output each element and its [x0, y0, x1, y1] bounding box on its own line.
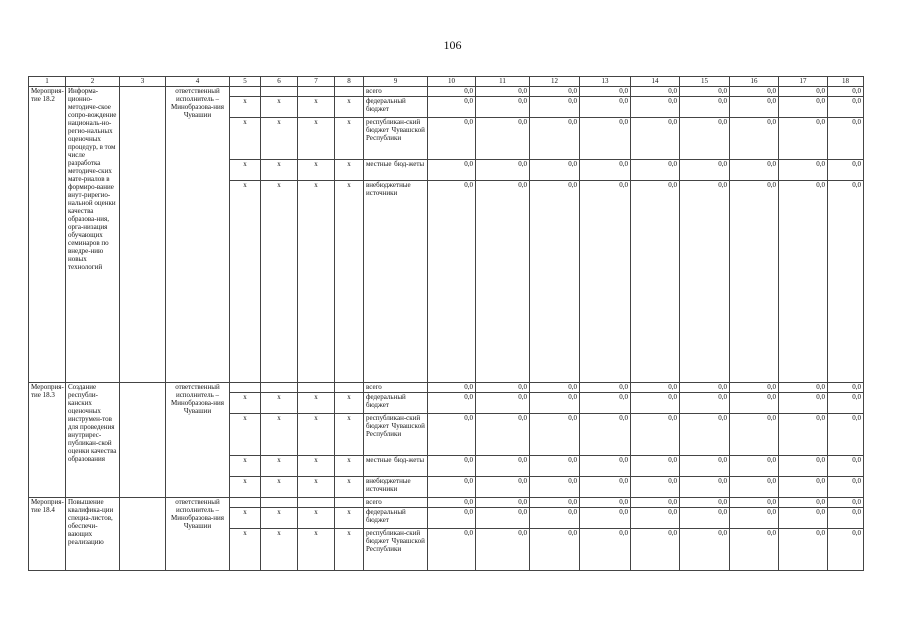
code-cell: x	[298, 118, 335, 160]
amount-cell: 0,0	[730, 118, 779, 160]
funding-source: внебюджетные источники	[364, 181, 428, 383]
amount-cell: 0,0	[580, 414, 631, 456]
amount-cell: 0,0	[631, 477, 680, 498]
code-cell: x	[261, 393, 298, 414]
amount-cell: 0,0	[730, 87, 779, 97]
measure-name: Создание республи-канских оценочных инструмен-тов для проведения внутрирес-публикан-ской оценки качества образования	[66, 383, 120, 498]
code-cell	[261, 87, 298, 97]
code-cell: x	[298, 181, 335, 383]
code-cell: x	[335, 456, 364, 477]
funding-source: федеральный бюджет	[364, 97, 428, 118]
col-header: 17	[779, 77, 828, 87]
code-cell: x	[261, 414, 298, 456]
amount-cell: 0,0	[580, 160, 631, 181]
empty-cell	[120, 383, 166, 498]
amount-cell: 0,0	[580, 118, 631, 160]
amount-cell: 0,0	[428, 456, 476, 477]
amount-cell: 0,0	[680, 87, 730, 97]
amount-cell: 0,0	[428, 477, 476, 498]
amount-cell: 0,0	[428, 383, 476, 393]
code-cell	[298, 87, 335, 97]
funding-source: местные бюд-жеты	[364, 456, 428, 477]
measure-name: Информа-ционно-методиче-ское сопро-вождение националь-но-регио-нальных оценочных процедур, в том числе разработка методиче-ских мате-риалов в формиро-вание внут-рирегио-нальной оценки качества образова-ния, орга-низация обучающих семинаров по внедре-нию новых технологий	[66, 87, 120, 383]
amount-cell: 0,0	[828, 529, 864, 571]
col-header: 8	[335, 77, 364, 87]
funding-source: федеральный бюджет	[364, 393, 428, 414]
amount-cell: 0,0	[680, 498, 730, 508]
funding-source: республикан-ский бюджет Чувашской Республики	[364, 414, 428, 456]
amount-cell: 0,0	[828, 414, 864, 456]
col-header: 4	[166, 77, 230, 87]
code-cell	[261, 383, 298, 393]
amount-cell: 0,0	[428, 97, 476, 118]
amount-cell: 0,0	[680, 181, 730, 383]
code-cell: x	[230, 414, 261, 456]
amount-cell: 0,0	[530, 508, 580, 529]
amount-cell: 0,0	[730, 529, 779, 571]
amount-cell: 0,0	[476, 477, 530, 498]
amount-cell: 0,0	[530, 477, 580, 498]
amount-cell: 0,0	[530, 529, 580, 571]
code-cell: x	[261, 477, 298, 498]
amount-cell: 0,0	[779, 383, 828, 393]
amount-cell: 0,0	[476, 393, 530, 414]
amount-cell: 0,0	[680, 529, 730, 571]
responsible-executor: ответственный исполнитель – Минобразова-ния Чувашии	[166, 498, 230, 571]
budget-table	[28, 76, 864, 571]
amount-cell: 0,0	[631, 181, 680, 383]
funding-source: местные бюд-жеты	[364, 160, 428, 181]
amount-cell: 0,0	[476, 529, 530, 571]
amount-cell: 0,0	[680, 477, 730, 498]
amount-cell: 0,0	[680, 160, 730, 181]
amount-cell: 0,0	[828, 508, 864, 529]
amount-cell: 0,0	[530, 97, 580, 118]
amount-cell: 0,0	[828, 456, 864, 477]
amount-cell: 0,0	[779, 529, 828, 571]
amount-cell: 0,0	[828, 383, 864, 393]
code-cell: x	[335, 414, 364, 456]
amount-cell: 0,0	[580, 181, 631, 383]
code-cell: x	[298, 97, 335, 118]
table-row	[29, 498, 864, 508]
amount-cell: 0,0	[779, 414, 828, 456]
code-cell: x	[230, 160, 261, 181]
measure-code: Мероприя-тие 18.2	[29, 87, 66, 383]
code-cell: x	[335, 160, 364, 181]
amount-cell: 0,0	[680, 393, 730, 414]
amount-cell: 0,0	[631, 118, 680, 160]
code-cell: x	[261, 508, 298, 529]
col-header: 2	[66, 77, 120, 87]
code-cell: x	[298, 529, 335, 571]
funding-source: республикан-ский бюджет Чувашской Республики	[364, 529, 428, 571]
code-cell: x	[230, 181, 261, 383]
amount-cell: 0,0	[580, 393, 631, 414]
amount-cell: 0,0	[428, 414, 476, 456]
amount-cell: 0,0	[631, 87, 680, 97]
code-cell	[261, 498, 298, 508]
amount-cell: 0,0	[828, 498, 864, 508]
amount-cell: 0,0	[730, 477, 779, 498]
amount-cell: 0,0	[631, 393, 680, 414]
col-header: 7	[298, 77, 335, 87]
code-cell	[298, 383, 335, 393]
amount-cell: 0,0	[730, 181, 779, 383]
code-cell: x	[298, 508, 335, 529]
col-header: 10	[428, 77, 476, 87]
amount-cell: 0,0	[530, 181, 580, 383]
amount-cell: 0,0	[730, 393, 779, 414]
amount-cell: 0,0	[730, 160, 779, 181]
amount-cell: 0,0	[580, 498, 631, 508]
funding-source: всего	[364, 87, 428, 97]
code-cell: x	[298, 393, 335, 414]
amount-cell: 0,0	[428, 160, 476, 181]
code-cell: x	[261, 97, 298, 118]
amount-cell: 0,0	[631, 498, 680, 508]
amount-cell: 0,0	[828, 97, 864, 118]
amount-cell: 0,0	[476, 383, 530, 393]
amount-cell: 0,0	[428, 498, 476, 508]
amount-cell: 0,0	[680, 508, 730, 529]
amount-cell: 0,0	[828, 160, 864, 181]
page-number: 106	[443, 38, 462, 52]
amount-cell: 0,0	[779, 498, 828, 508]
amount-cell: 0,0	[580, 87, 631, 97]
amount-cell: 0,0	[476, 508, 530, 529]
amount-cell: 0,0	[779, 160, 828, 181]
code-cell: x	[335, 393, 364, 414]
code-cell: x	[230, 456, 261, 477]
amount-cell: 0,0	[580, 477, 631, 498]
code-cell: x	[298, 456, 335, 477]
amount-cell: 0,0	[530, 414, 580, 456]
code-cell	[230, 87, 261, 97]
amount-cell: 0,0	[730, 383, 779, 393]
amount-cell: 0,0	[631, 508, 680, 529]
amount-cell: 0,0	[680, 456, 730, 477]
responsible-executor: ответственный исполнитель – Минобразова-ния Чувашии	[166, 87, 230, 383]
amount-cell: 0,0	[530, 118, 580, 160]
amount-cell: 0,0	[428, 393, 476, 414]
amount-cell: 0,0	[828, 87, 864, 97]
code-cell	[335, 87, 364, 97]
code-cell: x	[230, 508, 261, 529]
amount-cell: 0,0	[428, 118, 476, 160]
code-cell: x	[335, 477, 364, 498]
col-header: 5	[230, 77, 261, 87]
amount-cell: 0,0	[476, 181, 530, 383]
amount-cell: 0,0	[680, 97, 730, 118]
table-body	[29, 87, 864, 571]
amount-cell: 0,0	[580, 508, 631, 529]
col-header: 14	[631, 77, 680, 87]
amount-cell: 0,0	[580, 456, 631, 477]
amount-cell: 0,0	[428, 87, 476, 97]
code-cell: x	[261, 181, 298, 383]
code-cell	[230, 383, 261, 393]
empty-cell	[120, 498, 166, 571]
amount-cell: 0,0	[828, 118, 864, 160]
code-cell	[230, 498, 261, 508]
measure-code: Мероприя-тие 18.4	[29, 498, 66, 571]
amount-cell: 0,0	[530, 393, 580, 414]
table-row	[29, 87, 864, 97]
code-cell: x	[335, 97, 364, 118]
col-header: 6	[261, 77, 298, 87]
code-cell: x	[261, 529, 298, 571]
empty-cell	[120, 87, 166, 383]
amount-cell: 0,0	[580, 97, 631, 118]
amount-cell: 0,0	[779, 393, 828, 414]
amount-cell: 0,0	[530, 498, 580, 508]
amount-cell: 0,0	[828, 181, 864, 383]
amount-cell: 0,0	[476, 498, 530, 508]
amount-cell: 0,0	[779, 508, 828, 529]
amount-cell: 0,0	[779, 181, 828, 383]
funding-source: республикан-ский бюджет Чувашской Республики	[364, 118, 428, 160]
code-cell: x	[261, 118, 298, 160]
amount-cell: 0,0	[476, 414, 530, 456]
amount-cell: 0,0	[530, 456, 580, 477]
amount-cell: 0,0	[530, 87, 580, 97]
amount-cell: 0,0	[730, 498, 779, 508]
measure-name: Повышение квалифика-ции специа-листов, обеспечи-вающих реализацию	[66, 498, 120, 571]
code-cell: x	[298, 160, 335, 181]
table-row	[29, 383, 864, 393]
funding-source: внебюджетные источники	[364, 477, 428, 498]
code-cell: x	[261, 160, 298, 181]
amount-cell: 0,0	[580, 383, 631, 393]
amount-cell: 0,0	[730, 456, 779, 477]
amount-cell: 0,0	[730, 97, 779, 118]
amount-cell: 0,0	[779, 477, 828, 498]
col-header: 15	[680, 77, 730, 87]
responsible-executor: ответственный исполнитель – Минобразова-ния Чувашии	[166, 383, 230, 498]
amount-cell: 0,0	[631, 383, 680, 393]
amount-cell: 0,0	[779, 87, 828, 97]
col-header: 3	[120, 77, 166, 87]
amount-cell: 0,0	[680, 118, 730, 160]
amount-cell: 0,0	[476, 97, 530, 118]
amount-cell: 0,0	[779, 118, 828, 160]
amount-cell: 0,0	[631, 456, 680, 477]
funding-source: федеральный бюджет	[364, 508, 428, 529]
amount-cell: 0,0	[530, 160, 580, 181]
code-cell: x	[298, 477, 335, 498]
header-row	[29, 77, 864, 87]
col-header: 11	[476, 77, 530, 87]
amount-cell: 0,0	[476, 87, 530, 97]
amount-cell: 0,0	[680, 383, 730, 393]
code-cell: x	[230, 393, 261, 414]
col-header: 9	[364, 77, 428, 87]
col-header: 16	[730, 77, 779, 87]
amount-cell: 0,0	[631, 414, 680, 456]
code-cell: x	[335, 181, 364, 383]
amount-cell: 0,0	[828, 477, 864, 498]
amount-cell: 0,0	[530, 383, 580, 393]
col-header: 12	[530, 77, 580, 87]
amount-cell: 0,0	[631, 529, 680, 571]
amount-cell: 0,0	[476, 118, 530, 160]
funding-source: всего	[364, 383, 428, 393]
amount-cell: 0,0	[580, 529, 631, 571]
col-header: 18	[828, 77, 864, 87]
code-cell	[298, 498, 335, 508]
code-cell: x	[230, 97, 261, 118]
code-cell: x	[335, 529, 364, 571]
code-cell: x	[298, 414, 335, 456]
code-cell	[335, 498, 364, 508]
code-cell: x	[230, 529, 261, 571]
code-cell: x	[230, 118, 261, 160]
code-cell: x	[261, 456, 298, 477]
amount-cell: 0,0	[631, 97, 680, 118]
col-header: 1	[29, 77, 66, 87]
amount-cell: 0,0	[631, 160, 680, 181]
amount-cell: 0,0	[779, 456, 828, 477]
amount-cell: 0,0	[828, 393, 864, 414]
code-cell	[335, 383, 364, 393]
amount-cell: 0,0	[428, 508, 476, 529]
code-cell: x	[230, 477, 261, 498]
amount-cell: 0,0	[428, 181, 476, 383]
col-header: 13	[580, 77, 631, 87]
amount-cell: 0,0	[730, 414, 779, 456]
measure-code: Мероприя-тие 18.3	[29, 383, 66, 498]
code-cell: x	[335, 118, 364, 160]
amount-cell: 0,0	[680, 414, 730, 456]
amount-cell: 0,0	[476, 160, 530, 181]
code-cell: x	[335, 508, 364, 529]
funding-source: всего	[364, 498, 428, 508]
amount-cell: 0,0	[779, 97, 828, 118]
amount-cell: 0,0	[730, 508, 779, 529]
amount-cell: 0,0	[476, 456, 530, 477]
amount-cell: 0,0	[428, 529, 476, 571]
